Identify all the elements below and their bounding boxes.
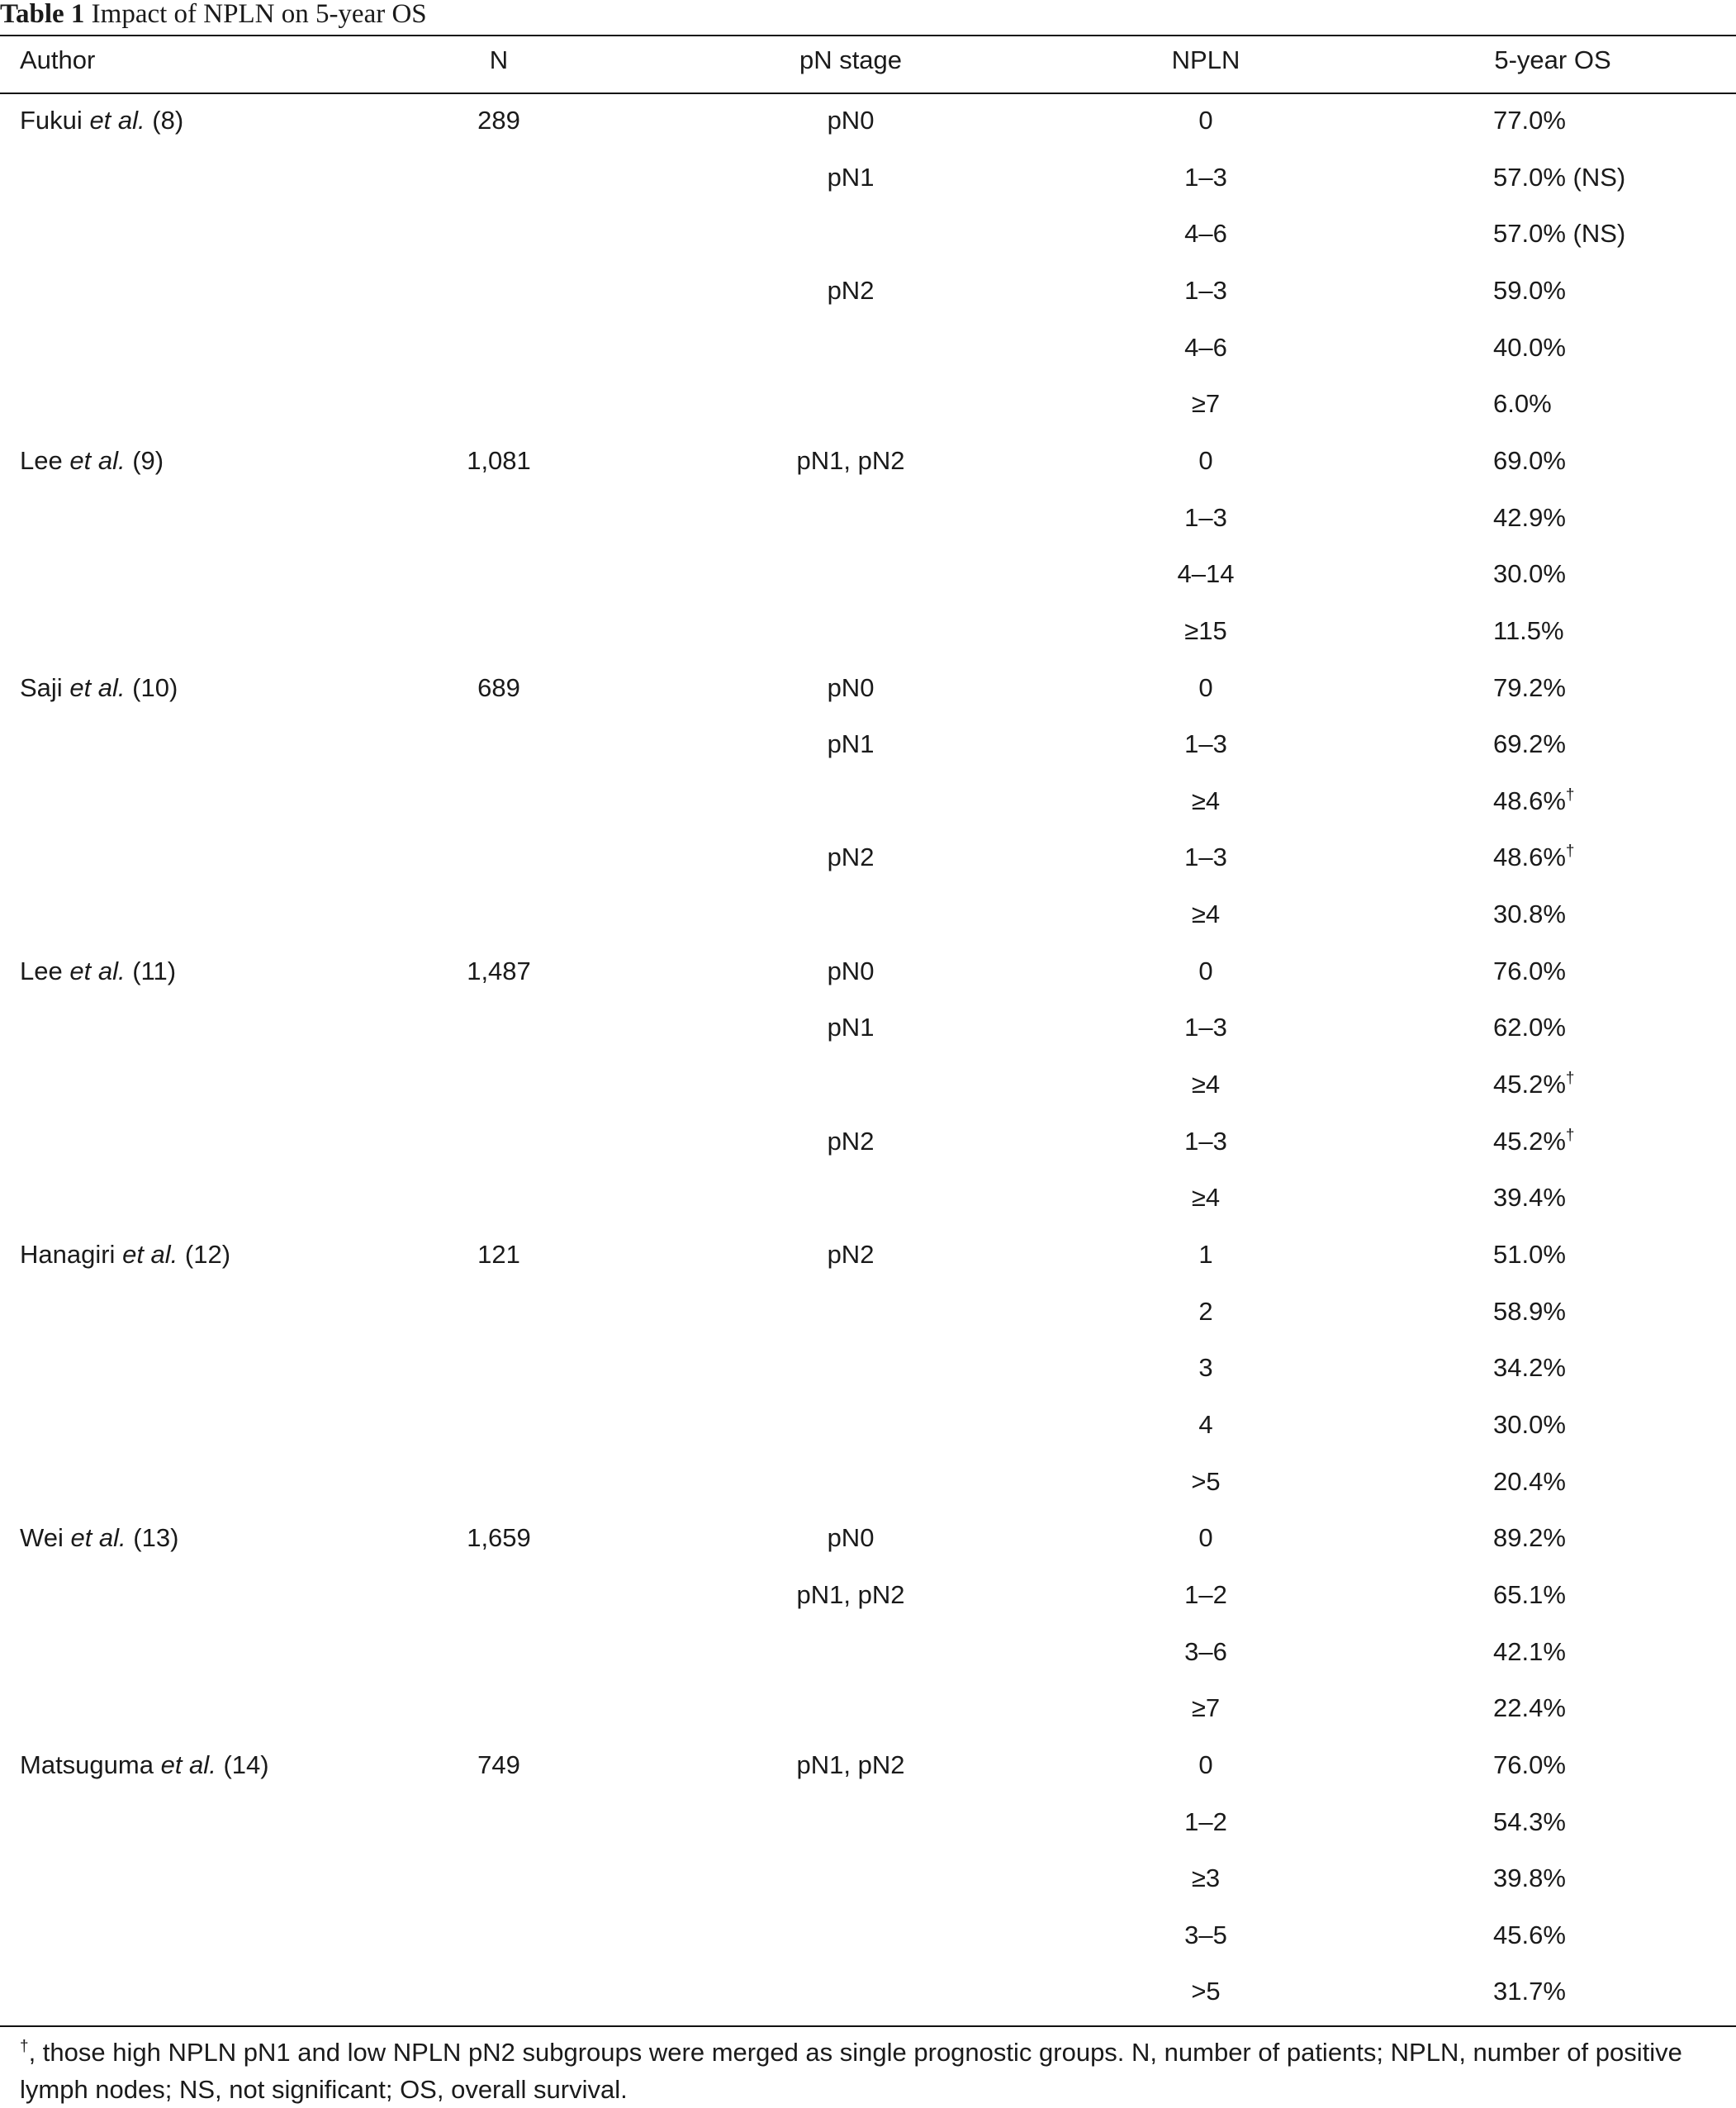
os-value: 69.0%: [1493, 445, 1566, 475]
dagger-mark: †: [1565, 786, 1575, 804]
cell-npln: 0: [1198, 956, 1213, 985]
cell-npln: 0: [1198, 1750, 1213, 1779]
cell-5yr-os: [1493, 786, 1574, 816]
reference-number: (12): [184, 1240, 231, 1269]
os-value: 31.7%: [1493, 1977, 1566, 2006]
bottom-rule: [0, 2025, 1736, 2027]
cell-npln: 1–3: [1184, 275, 1227, 305]
os-value: 76.0%: [1493, 1750, 1566, 1779]
cell-author: [20, 446, 164, 476]
cell-5yr-os: [1493, 616, 1564, 646]
cell-5yr-os: [1493, 106, 1566, 135]
et-al: et al.: [122, 1240, 178, 1269]
cell-5yr-os: [1493, 1693, 1566, 1723]
cell-npln: >5: [1191, 1977, 1221, 2006]
footnote-dagger: †: [20, 2038, 29, 2055]
table-label: Table 1: [0, 0, 85, 29]
cell-5yr-os: [1493, 219, 1625, 249]
dagger-mark: †: [1565, 1126, 1575, 1144]
cell-npln: 1–3: [1184, 1013, 1227, 1042]
os-value: 40.0%: [1493, 332, 1566, 362]
cell-5yr-os: [1493, 389, 1552, 419]
cell-author: [20, 1240, 230, 1270]
os-value: 62.0%: [1493, 1013, 1566, 1042]
cell-author: [20, 957, 176, 986]
et-al: et al.: [89, 106, 145, 135]
os-value: 51.0%: [1493, 1240, 1566, 1269]
cell-npln: 1–3: [1184, 162, 1227, 192]
os-value: 45.2%: [1493, 1070, 1566, 1099]
header-n: N: [489, 45, 509, 74]
cell-npln: 0: [1198, 672, 1213, 702]
cell-n: 1,081: [467, 445, 531, 475]
reference-number: (8): [152, 106, 184, 135]
cell-5yr-os: [1493, 1920, 1566, 1950]
os-value: 30.0%: [1493, 1409, 1566, 1439]
cell-author: [20, 673, 178, 703]
et-al: et al.: [160, 1750, 216, 1779]
cell-npln: 0: [1198, 106, 1213, 135]
cell-5yr-os: [1493, 559, 1566, 589]
reference-number: (14): [223, 1750, 269, 1779]
header-pn-stage: pN stage: [799, 45, 903, 74]
cell-npln: ≥4: [1191, 1070, 1221, 1099]
cell-5yr-os: [1493, 163, 1625, 192]
os-value: 30.0%: [1493, 559, 1566, 589]
os-value: 42.9%: [1493, 502, 1566, 532]
author-name: Fukui: [20, 106, 83, 135]
cell-npln: >5: [1191, 1466, 1221, 1496]
footnote-text: , those high NPLN pN1 and low NPLN pN2 subgroups were merged as single prognostic groups. N, number of patients; NPLN, number of positive lymph nodes; NS, not significant; OS, overall survival.: [20, 2038, 1682, 2104]
os-value: 54.3%: [1493, 1807, 1566, 1836]
os-value: 42.1%: [1493, 1636, 1566, 1666]
cell-5yr-os: [1493, 1637, 1566, 1667]
os-value: 77.0%: [1493, 106, 1566, 135]
cell-pn-stage: pN0: [827, 956, 875, 985]
os-value: 76.0%: [1493, 956, 1566, 985]
cell-npln: 3: [1198, 1353, 1213, 1383]
cell-n: 689: [477, 672, 520, 702]
cell-author: [20, 1750, 269, 1780]
os-value: 79.2%: [1493, 672, 1566, 702]
cell-5yr-os: [1493, 1807, 1566, 1837]
cell-npln: ≥7: [1191, 389, 1221, 419]
cell-pn-stage: pN2: [827, 275, 875, 305]
cell-npln: 4–14: [1177, 559, 1235, 589]
cell-npln: 0: [1198, 445, 1213, 475]
os-value: 89.2%: [1493, 1523, 1566, 1553]
cell-5yr-os: [1493, 1750, 1566, 1780]
cell-pn-stage: pN2: [827, 843, 875, 872]
cell-5yr-os: [1493, 1863, 1566, 1893]
cell-author: [20, 106, 183, 135]
cell-npln: 4–6: [1184, 332, 1227, 362]
cell-npln: 1–2: [1184, 1807, 1227, 1836]
cell-5yr-os: [1493, 1353, 1566, 1383]
cell-5yr-os: [1493, 1467, 1566, 1497]
cell-5yr-os: [1493, 1297, 1566, 1327]
os-value: 48.6%: [1493, 843, 1566, 872]
cell-pn-stage: pN1, pN2: [796, 1750, 905, 1779]
cell-n: 1,487: [467, 956, 531, 985]
cell-pn-stage: pN1, pN2: [796, 445, 905, 475]
cell-5yr-os: [1493, 729, 1566, 759]
cell-npln: 0: [1198, 1523, 1213, 1553]
author-name: Matsuguma: [20, 1750, 154, 1779]
cell-pn-stage: pN1: [827, 1013, 875, 1042]
os-value: 6.0%: [1493, 389, 1552, 419]
cell-npln: 3–5: [1184, 1920, 1227, 1949]
cell-pn-stage: pN2: [827, 1240, 875, 1269]
cell-5yr-os: [1493, 843, 1574, 872]
author-name: Lee: [20, 445, 63, 475]
et-al: et al.: [70, 1523, 126, 1553]
cell-pn-stage: pN1: [827, 162, 875, 192]
cell-npln: ≥7: [1191, 1693, 1221, 1723]
os-value: 45.6%: [1493, 1920, 1566, 1949]
os-value: 69.2%: [1493, 729, 1566, 759]
author-name: Saji: [20, 672, 63, 702]
os-value: 22.4%: [1493, 1693, 1566, 1723]
reference-number: (13): [133, 1523, 179, 1553]
cell-npln: 1–3: [1184, 502, 1227, 532]
os-value: 39.4%: [1493, 1183, 1566, 1213]
os-value: 48.6%: [1493, 786, 1566, 815]
cell-5yr-os: [1493, 957, 1566, 986]
cell-npln: 1: [1198, 1240, 1213, 1269]
os-value: 57.0% (NS): [1493, 162, 1626, 192]
author-name: Hanagiri: [20, 1240, 116, 1269]
cell-npln: ≥4: [1191, 1183, 1221, 1213]
cell-npln: ≥15: [1184, 615, 1227, 645]
os-value: 59.0%: [1493, 275, 1566, 305]
cell-5yr-os: [1493, 673, 1566, 703]
os-value: 57.0% (NS): [1493, 219, 1626, 249]
header-5yr-os: 5-year OS: [1494, 45, 1611, 74]
cell-5yr-os: [1493, 1127, 1574, 1156]
cell-5yr-os: [1493, 333, 1566, 363]
cell-npln: 1–2: [1184, 1579, 1227, 1609]
cell-5yr-os: [1493, 1580, 1566, 1610]
cell-npln: 2: [1198, 1296, 1213, 1326]
cell-pn-stage: pN0: [827, 672, 875, 702]
header-author: Author: [20, 45, 96, 74]
cell-n: 1,659: [467, 1523, 531, 1553]
cell-pn-stage: pN0: [827, 106, 875, 135]
cell-5yr-os: [1493, 1183, 1566, 1213]
table-title: [0, 0, 427, 33]
cell-pn-stage: pN1, pN2: [796, 1579, 905, 1609]
cell-npln: 1–3: [1184, 843, 1227, 872]
cell-npln: ≥4: [1191, 900, 1221, 929]
cell-npln: 1–3: [1184, 729, 1227, 759]
cell-author: [20, 1523, 178, 1553]
cell-npln: 1–3: [1184, 1126, 1227, 1156]
cell-5yr-os: [1493, 1070, 1574, 1099]
cell-5yr-os: [1493, 446, 1566, 476]
dagger-mark: †: [1565, 1070, 1575, 1088]
cell-5yr-os: [1493, 1240, 1566, 1270]
top-rule: [0, 35, 1736, 36]
cell-npln: 3–6: [1184, 1636, 1227, 1666]
os-value: 11.5%: [1493, 615, 1564, 645]
cell-npln: ≥3: [1191, 1863, 1221, 1893]
cell-5yr-os: [1493, 276, 1566, 306]
os-value: 45.2%: [1493, 1126, 1566, 1156]
cell-5yr-os: [1493, 1523, 1566, 1553]
footnote: [20, 2034, 1721, 2108]
cell-5yr-os: [1493, 503, 1566, 533]
author-name: Wei: [20, 1523, 64, 1553]
os-value: 20.4%: [1493, 1466, 1566, 1496]
header-npln: NPLN: [1171, 45, 1240, 74]
reference-number: (10): [132, 672, 178, 702]
cell-npln: ≥4: [1191, 786, 1221, 815]
table-caption: Impact of NPLN on 5-year OS: [91, 0, 427, 29]
os-value: 30.8%: [1493, 900, 1566, 929]
os-value: 58.9%: [1493, 1296, 1566, 1326]
cell-n: 289: [477, 106, 520, 135]
reference-number: (11): [132, 956, 177, 985]
cell-npln: 4–6: [1184, 219, 1227, 249]
reference-number: (9): [132, 445, 164, 475]
et-al: et al.: [69, 445, 126, 475]
et-al: et al.: [69, 672, 126, 702]
cell-5yr-os: [1493, 900, 1566, 929]
cell-5yr-os: [1493, 1977, 1566, 2006]
os-value: 34.2%: [1493, 1353, 1566, 1383]
os-value: 65.1%: [1493, 1579, 1566, 1609]
et-al: et al.: [69, 956, 126, 985]
dagger-mark: †: [1565, 843, 1575, 861]
cell-n: 121: [477, 1240, 520, 1269]
header-rule: [0, 93, 1736, 94]
os-value: 39.8%: [1493, 1863, 1566, 1893]
cell-pn-stage: pN0: [827, 1523, 875, 1553]
cell-pn-stage: pN2: [827, 1126, 875, 1156]
cell-pn-stage: pN1: [827, 729, 875, 759]
cell-npln: 4: [1198, 1409, 1213, 1439]
author-name: Lee: [20, 956, 63, 985]
cell-n: 749: [477, 1750, 520, 1779]
cell-5yr-os: [1493, 1013, 1566, 1042]
cell-5yr-os: [1493, 1410, 1566, 1440]
